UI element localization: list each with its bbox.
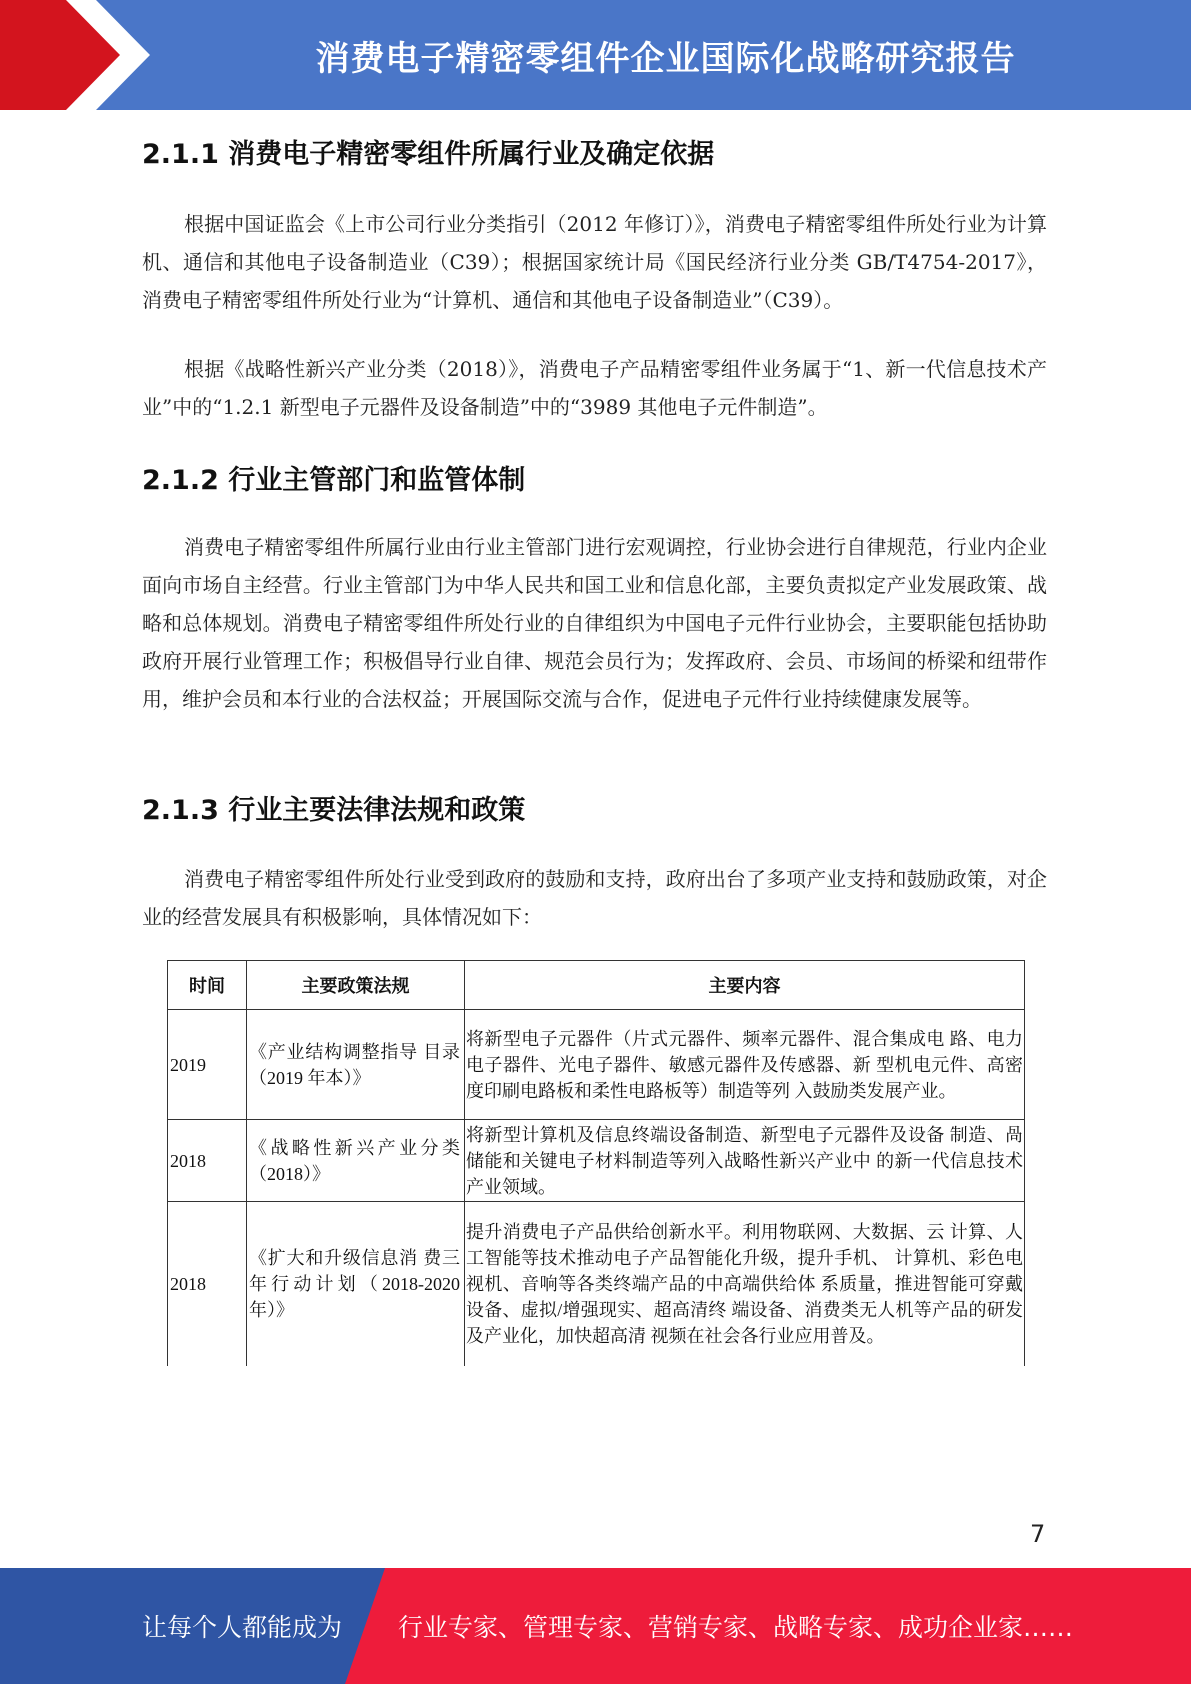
paragraph: 消费电子精密零组件所处行业受到政府的鼓励和支持，政府出台了多项产业支持和鼓励政策，对企业的经营发展具有积极影响，具体情况如下： — [142, 867, 1047, 929]
paragraph: 根据中国证监会《上市公司行业分类指引（2012 年修订）》，消费电子精密零组件所处行业为计算机、通信和其他电子设备制造业（C39）；根据国家统计局《国民经济行业分类 GB/T4754-2017》，消费电子精密零组件所处行业为“计算机、通信和其他电子设备制造业”（C39）。 — [142, 212, 1047, 312]
footer-slogan-left: 让每个人都能成为 — [142, 1613, 343, 1642]
header-banner — [0, 0, 1191, 110]
table-cell-policy: 《战略性新兴产业分类（2018）》 — [247, 1120, 465, 1202]
table-row — [168, 1120, 1025, 1202]
table-cell-content: 提升消费电子产品供给创新水平。利用物联网、大数据、云 计算、人工智能等技术推动电子产品智能化升级，提升手机、 计算机、彩色电视机、音响等各类终端产品的中高端供给体 系质量，推进智能可穿戴设备、虚拟/增强现实、超高清终 端设备、消费类无人机等产品的研发及产业化，加快超高清 视频在社会各行业应用普及。 — [465, 1202, 1025, 1366]
table-cell-policy: 《产业结构调整指导 目录（2019 年本）》 — [247, 1010, 465, 1120]
table-header-cell: 主要政策法规 — [247, 961, 465, 1010]
footer-banner — [0, 1568, 1191, 1684]
section-heading: 2.1.2 行业主管部门和监管体制 — [142, 465, 526, 496]
footer-slogan-right: 行业专家、管理专家、营销专家、战略专家、成功企业家…… — [398, 1613, 1074, 1642]
table-cell-year: 2018 — [168, 1120, 247, 1202]
table-cell-content: 将新型电子元器件（片式元器件、频率元器件、混合集成电 路、电力电子器件、光电子器件、敏感元器件及传感器、新 型机电元件、高密度印刷电路板和柔性电路板等）制造等列 入鼓励类发展产业。 — [465, 1010, 1025, 1120]
paragraph: 消费电子精密零组件所属行业由行业主管部门进行宏观调控，行业协会进行自律规范，行业内企业面向市场自主经营。行业主管部门为中华人民共和国工业和信息化部，主要负责拟定产业发展政策、战略和总体规划。消费电子精密零组件所处行业的自律组织为中国电子元件行业协会，主要职能包括协助政府开展行业管理工作；积极倡导行业自律、规范会员行为；发挥政府、会员、市场间的桥梁和纽带作用，维护会员和本行业的合法权益；开展国际交流与合作，促进电子元件行业持续健康发展等。 — [142, 535, 1047, 711]
policy-table — [167, 960, 1025, 1366]
page-number: 7 — [1030, 1520, 1046, 1548]
table-header-cell: 主要内容 — [465, 961, 1025, 1010]
table-cell-year: 2019 — [168, 1010, 247, 1120]
table-header-cell: 时间 — [168, 961, 247, 1010]
table-row — [168, 1202, 1025, 1366]
report-title: 消费电子精密零组件企业国际化战略研究报告 — [315, 38, 1016, 79]
table-header-row — [168, 961, 1025, 1010]
section-heading: 2.1.1 消费电子精密零组件所属行业及确定依据 — [142, 139, 715, 170]
table-row — [168, 1010, 1025, 1120]
section-heading: 2.1.3 行业主要法律法规和政策 — [142, 795, 526, 826]
table-cell-year: 2018 — [168, 1202, 247, 1366]
table-cell-policy: 《扩大和升级信息消 费三年行动计划（2018-2020 年）》 — [247, 1202, 465, 1366]
table-cell-content: 将新型计算机及信息终端设备制造、新型电子元器件及设备 制造、咼储能和关键电子材料制造等列入战略性新兴产业中 的新一代信息技术产业领域。 — [465, 1120, 1025, 1202]
paragraph: 根据《战略性新兴产业分类（2018）》，消费电子产品精密零组件业务属于“1、新一代信息技术产业”中的“1.2.1 新型电子元器件及设备制造”中的“3989 其他电子元件制造”。 — [142, 357, 1047, 419]
